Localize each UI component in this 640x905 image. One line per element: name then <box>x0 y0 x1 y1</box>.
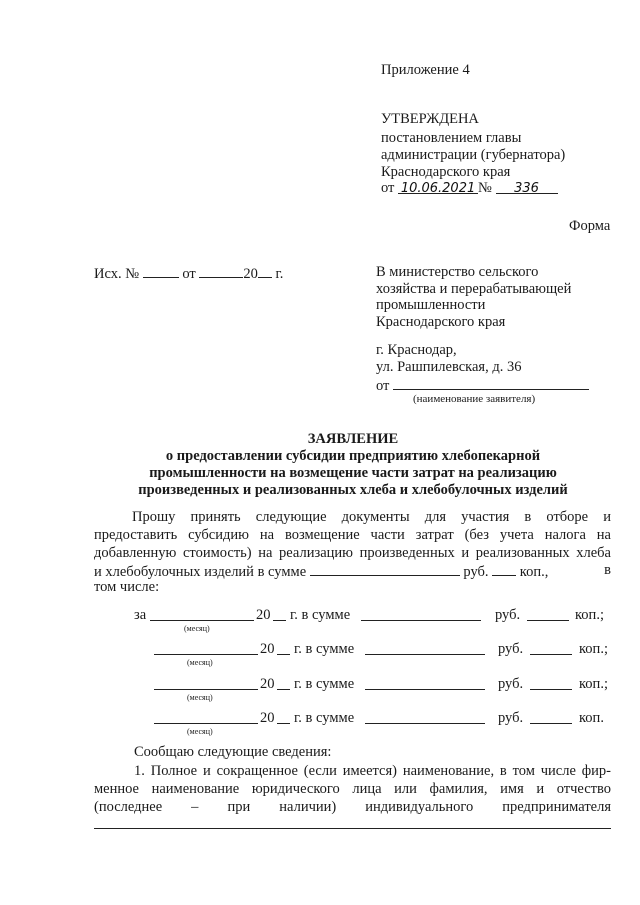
month-rub-label: руб. <box>498 676 524 692</box>
number-prefix: № <box>478 180 492 196</box>
total-kop-label: коп., <box>519 564 549 580</box>
recipient-line-1: В министерство сельского <box>376 264 539 280</box>
statement-title-line-3: произведенных и реализованных хлеба и хлебобулочных изделий <box>138 482 568 498</box>
month-year-blank[interactable] <box>277 654 290 655</box>
month-sum-blank[interactable] <box>365 654 485 655</box>
month-row-1 <box>0 607 640 625</box>
total-sum-blank[interactable] <box>310 562 460 576</box>
month-kop-blank[interactable] <box>530 723 572 724</box>
ref-year-prefix: 20 <box>243 266 258 282</box>
month-kop-label: коп.; <box>579 641 608 657</box>
recipient-line-2: хозяйства и перерабатывающей <box>376 281 572 297</box>
ref-year-blank[interactable] <box>258 264 272 278</box>
approval-number: 336 <box>496 180 558 194</box>
date-prefix: от <box>381 180 395 196</box>
month-rub-label: руб. <box>498 710 524 726</box>
month-blank[interactable] <box>150 620 254 621</box>
month-kop-blank[interactable] <box>530 689 572 690</box>
applicant-name-blank[interactable] <box>393 376 589 390</box>
month-year-prefix: 20 <box>260 641 275 657</box>
sum-line-start: и хлебобулочных изделий в сумме <box>94 564 307 580</box>
ref-from-label: от <box>182 266 196 282</box>
ref-date-blank[interactable] <box>199 264 243 278</box>
month-blank[interactable] <box>154 723 258 724</box>
paragraph-line-2: предоставить субсидию на возмещение части затрат (без учета налога на <box>94 527 611 543</box>
month-year-prefix: 20 <box>260 676 275 692</box>
item1-line-1: 1. Полное и сокращенное (если имеется) наименование, в том числе фир- <box>134 763 611 779</box>
info-intro: Сообщаю следующие сведения: <box>134 744 332 760</box>
ref-year-suffix: г. <box>275 266 284 282</box>
item1-answer-blank[interactable] <box>94 828 611 829</box>
recipient-line-3: промышленности <box>376 297 486 313</box>
month-kop-blank[interactable] <box>530 654 572 655</box>
month-row-4 <box>0 710 640 728</box>
approved-line-3: Краснодарского края <box>381 164 511 180</box>
month-year-prefix: 20 <box>260 710 275 726</box>
month-caption: (месяц) <box>187 727 213 736</box>
month-rub-label: руб. <box>498 641 524 657</box>
total-rub-label: руб. <box>463 564 489 580</box>
statement-title-line-2: промышленности на возмещение части затрат на реализацию <box>149 465 557 481</box>
month-row-2 <box>0 641 640 659</box>
ref-label: Исх. № <box>94 266 140 282</box>
month-row-3 <box>0 676 640 694</box>
month-sum-blank[interactable] <box>365 689 485 690</box>
month-blank[interactable] <box>154 689 258 690</box>
month-year-prefix: 20 <box>256 607 271 623</box>
item1-line-3: (последнее – при наличии) индивидуального предпринимателя <box>94 799 611 815</box>
applicant-caption: (наименование заявителя) <box>413 393 536 405</box>
including-label: том числе: <box>94 579 160 595</box>
month-year-blank[interactable] <box>277 689 290 690</box>
paragraph-line-1: Прошу принять следующие документы для участия в отборе и <box>132 509 611 525</box>
total-kop-blank[interactable] <box>492 562 516 576</box>
month-kop-label: коп.; <box>579 676 608 692</box>
month-kop-label: коп. <box>579 710 604 726</box>
form-label: Форма <box>569 218 611 234</box>
paragraph-sum-line <box>94 562 611 581</box>
applicant-from-label: от <box>376 378 390 394</box>
month-caption: (месяц) <box>187 658 213 667</box>
month-mid-label: г. в сумме <box>294 641 355 657</box>
month-kop-blank[interactable] <box>527 620 569 621</box>
statement-heading: ЗАЯВЛЕНИЕ <box>307 431 399 447</box>
ref-number-blank[interactable] <box>143 264 179 278</box>
month-rub-label: руб. <box>495 607 521 623</box>
statement-title-line-1: о предоставлении субсидии предприятию хлебопекарной <box>165 448 541 464</box>
month-year-blank[interactable] <box>273 620 286 621</box>
approval-date-line <box>381 180 558 197</box>
approval-date: 10.06.2021 <box>398 180 478 194</box>
address-line-2: ул. Рашпилевская, д. 36 <box>376 359 522 375</box>
month-sum-blank[interactable] <box>365 723 485 724</box>
approved-label: УТВЕРЖДЕНА <box>381 111 479 127</box>
paragraph-line-3: добавленную стоимость) на реализацию произведенных и реализованных хлеба <box>94 545 611 561</box>
month-year-blank[interactable] <box>277 723 290 724</box>
month-blank[interactable] <box>154 654 258 655</box>
month-kop-label: коп.; <box>575 607 604 623</box>
recipient-line-4: Краснодарского края <box>376 314 506 330</box>
appendix-label: Приложение 4 <box>381 62 470 78</box>
month-caption: (месяц) <box>187 693 213 702</box>
month-row-prefix: за <box>134 607 147 623</box>
approved-line-1: постановлением главы <box>381 130 522 146</box>
address-line-1: г. Краснодар, <box>376 342 457 358</box>
sum-line-end: в <box>604 562 611 578</box>
month-sum-blank[interactable] <box>361 620 481 621</box>
month-mid-label: г. в сумме <box>294 710 355 726</box>
month-mid-label: г. в сумме <box>294 676 355 692</box>
outgoing-reference <box>94 264 283 283</box>
month-mid-label: г. в сумме <box>290 607 351 623</box>
item1-line-2: менное наименование юридического лица или фамилия, имя и отчество <box>94 781 611 797</box>
approved-line-2: администрации (губернатора) <box>381 147 566 163</box>
month-caption: (месяц) <box>184 624 210 633</box>
